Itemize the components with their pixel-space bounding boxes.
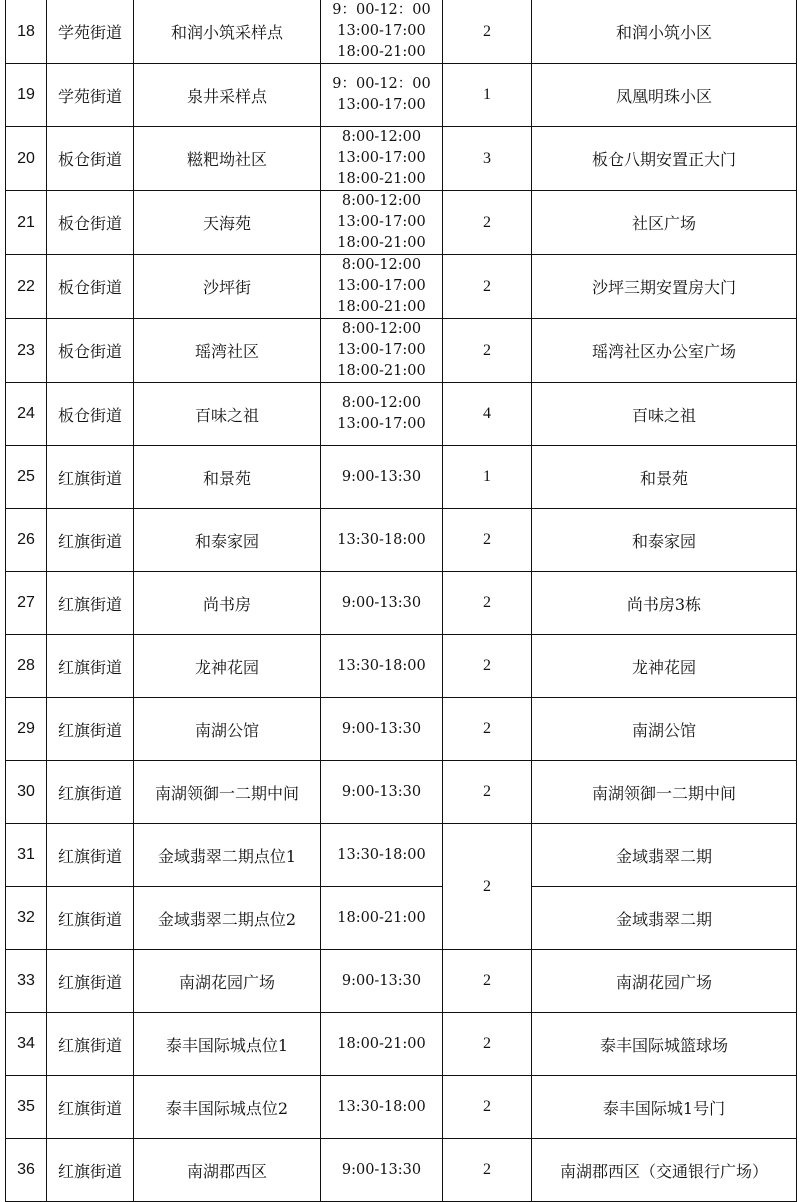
table-row [6,698,797,761]
sampling-count-cell: 2 [443,824,532,950]
sampling-site-cell: 金域翡翠二期点位1 [134,824,321,887]
time-slot: 13:00-17:00 [337,416,426,432]
street-cell: 板仓街道 [47,383,134,446]
street-cell: 红旗街道 [47,635,134,698]
location-cell: 龙神花园 [532,635,797,698]
row-number-cell: 34 [6,1013,47,1076]
location-cell: 瑶湾社区办公室广场 [532,319,797,383]
location-cell: 金域翡翠二期 [532,824,797,887]
street-cell: 红旗街道 [47,698,134,761]
sampling-count-cell: 2 [443,1076,532,1139]
sampling-site-cell: 金域翡翠二期点位2 [134,887,321,950]
location-cell: 和润小筑小区 [532,0,797,64]
location-cell: 金域翡翠二期 [532,887,797,950]
street-cell: 学苑街道 [47,0,134,64]
location-cell: 尚书房3栋 [532,572,797,635]
time-slots-cell [321,761,443,824]
row-number-cell: 21 [6,191,47,255]
time-slots-cell [321,572,443,635]
table-row [6,255,797,319]
table-row [6,127,797,191]
row-number-cell: 19 [6,64,47,127]
street-cell: 板仓街道 [47,191,134,255]
sampling-count-cell: 1 [443,64,532,127]
time-slots-cell [321,887,443,950]
row-number-cell: 22 [6,255,47,319]
table-row [6,887,797,950]
time-slots-cell [321,1139,443,1202]
time-slot: 9:00-13:30 [341,972,422,989]
sampling-site-cell: 糍粑坳社区 [134,127,321,191]
sampling-count-cell: 2 [443,1139,532,1202]
time-slot: 13:00-17:00 [337,342,426,358]
sampling-count-cell: 2 [443,950,532,1013]
street-cell: 红旗街道 [47,509,134,572]
table-row [6,824,797,887]
row-number-cell: 35 [6,1076,47,1139]
location-cell: 沙坪三期安置房大门 [532,255,797,319]
row-number-cell: 28 [6,635,47,698]
time-slots-cell [321,1076,443,1139]
street-cell: 板仓街道 [47,255,134,319]
time-slot: 18:00-21:00 [337,299,426,315]
table-row [6,572,797,635]
location-cell: 泰丰国际城1号门 [532,1076,797,1139]
time-slot: 18:00-21:00 [337,363,426,379]
sampling-count-cell: 4 [443,383,532,446]
sampling-site-cell: 瑶湾社区 [134,319,321,383]
row-number-cell: 32 [6,887,47,950]
table-row [6,319,797,383]
sampling-site-cell: 泉井采样点 [134,64,321,127]
table-row [6,950,797,1013]
time-slot: 13:00-17:00 [337,278,426,294]
table-row [6,446,797,509]
location-cell: 板仓八期安置正大门 [532,127,797,191]
sampling-count-cell: 2 [443,255,532,319]
row-number-cell: 30 [6,761,47,824]
sampling-site-cell: 尚书房 [134,572,321,635]
time-slots-cell [321,319,443,383]
time-slot: 13:30-18:00 [337,846,426,863]
sampling-count-cell: 2 [443,509,532,572]
table-row [6,635,797,698]
time-slot: 8:00-12:00 [341,193,422,209]
sampling-site-cell: 和景苑 [134,446,321,509]
sampling-site-cell: 龙神花园 [134,635,321,698]
row-number-cell: 31 [6,824,47,887]
sampling-site-cell: 南湖郡西区 [134,1139,321,1202]
time-slot: 9:00-13:30 [341,468,422,485]
street-cell: 学苑街道 [47,64,134,127]
location-cell: 和景苑 [532,446,797,509]
table-row [6,1013,797,1076]
row-number-cell: 25 [6,446,47,509]
sampling-site-cell: 南湖花园广场 [134,950,321,1013]
time-slot: 8:00-12:00 [341,257,422,273]
time-slot: 18:00-21:00 [337,1035,426,1052]
time-slot: 13:00-17:00 [337,23,426,39]
time-slots-cell [321,0,443,64]
time-slot: 9:00-13:30 [341,720,422,737]
sampling-count-cell: 2 [443,698,532,761]
time-slot: 18:00-21:00 [337,235,426,251]
street-cell: 红旗街道 [47,446,134,509]
street-cell: 板仓街道 [47,319,134,383]
row-number-cell: 29 [6,698,47,761]
time-slots-cell [321,64,443,127]
sampling-count-cell: 2 [443,1013,532,1076]
row-number-cell: 26 [6,509,47,572]
time-slots-cell [321,191,443,255]
time-slot: 13:00-17:00 [337,97,426,113]
sampling-site-cell: 南湖公馆 [134,698,321,761]
location-cell: 南湖公馆 [532,698,797,761]
table-row [6,0,797,64]
time-slots-cell [321,824,443,887]
time-slot: 8:00-12:00 [341,129,422,145]
table-row [6,191,797,255]
sampling-count-cell: 2 [443,635,532,698]
street-cell: 红旗街道 [47,761,134,824]
time-slots-cell [321,950,443,1013]
time-slot: 8:00-12:00 [341,321,422,337]
time-slot: 13:00-17:00 [337,214,426,230]
time-slots-cell [321,446,443,509]
time-slot: 9:00-13:30 [341,783,422,800]
row-number-cell: 18 [6,0,47,64]
row-number-cell: 23 [6,319,47,383]
street-cell: 红旗街道 [47,1076,134,1139]
location-cell: 南湖领御一二期中间 [532,761,797,824]
time-slot: 13:30-18:00 [337,531,426,548]
street-cell: 红旗街道 [47,824,134,887]
sampling-count-cell: 2 [443,319,532,383]
time-slots-cell [321,127,443,191]
location-cell: 百味之祖 [532,383,797,446]
location-cell: 和泰家园 [532,509,797,572]
sampling-count-cell: 2 [443,761,532,824]
location-cell: 社区广场 [532,191,797,255]
row-number-cell: 36 [6,1139,47,1202]
row-number-cell: 24 [6,383,47,446]
sampling-site-cell: 泰丰国际城点位2 [134,1076,321,1139]
location-cell: 泰丰国际城篮球场 [532,1013,797,1076]
table-row [6,1139,797,1202]
table-body [6,0,797,1202]
sampling-count-cell: 2 [443,191,532,255]
sampling-site-cell: 和润小筑采样点 [134,0,321,64]
sampling-count-cell: 2 [443,572,532,635]
location-cell: 南湖郡西区（交通银行广场） [532,1139,797,1202]
table-row [6,761,797,824]
sampling-site-cell: 南湖领御一二期中间 [134,761,321,824]
street-cell: 红旗街道 [47,1013,134,1076]
table-row [6,509,797,572]
time-slot: 9:00-13:30 [341,1161,422,1178]
time-slots-cell [321,635,443,698]
time-slot: 13:30-18:00 [337,1098,426,1115]
sampling-site-cell: 和泰家园 [134,509,321,572]
time-slot: 9：00-12：00 [332,2,431,18]
time-slot: 9：00-12：00 [332,76,431,92]
street-cell: 红旗街道 [47,1139,134,1202]
table-row [6,1076,797,1139]
row-number-cell: 33 [6,950,47,1013]
time-slot: 9:00-13:30 [341,594,422,611]
row-number-cell: 27 [6,572,47,635]
time-slots-cell [321,698,443,761]
sampling-count-cell: 3 [443,127,532,191]
time-slots-cell [321,1013,443,1076]
sampling-site-cell: 泰丰国际城点位1 [134,1013,321,1076]
table-row [6,64,797,127]
time-slot: 18:00-21:00 [337,909,426,926]
time-slots-cell [321,509,443,572]
street-cell: 红旗街道 [47,887,134,950]
table-row [6,383,797,446]
location-cell: 南湖花园广场 [532,950,797,1013]
sampling-site-cell: 沙坪街 [134,255,321,319]
time-slot: 18:00-21:00 [337,171,426,187]
sampling-site-cell: 天海苑 [134,191,321,255]
sampling-count-cell: 2 [443,0,532,64]
time-slot: 18:00-21:00 [337,44,426,60]
sampling-site-table [5,0,797,1202]
time-slot: 13:30-18:00 [337,657,426,674]
street-cell: 红旗街道 [47,572,134,635]
time-slots-cell [321,255,443,319]
time-slot: 13:00-17:00 [337,150,426,166]
time-slot: 8:00-12:00 [341,395,422,411]
sampling-site-cell: 百味之祖 [134,383,321,446]
location-cell: 凤凰明珠小区 [532,64,797,127]
sampling-count-cell: 1 [443,446,532,509]
row-number-cell: 20 [6,127,47,191]
street-cell: 红旗街道 [47,950,134,1013]
time-slots-cell [321,383,443,446]
street-cell: 板仓街道 [47,127,134,191]
